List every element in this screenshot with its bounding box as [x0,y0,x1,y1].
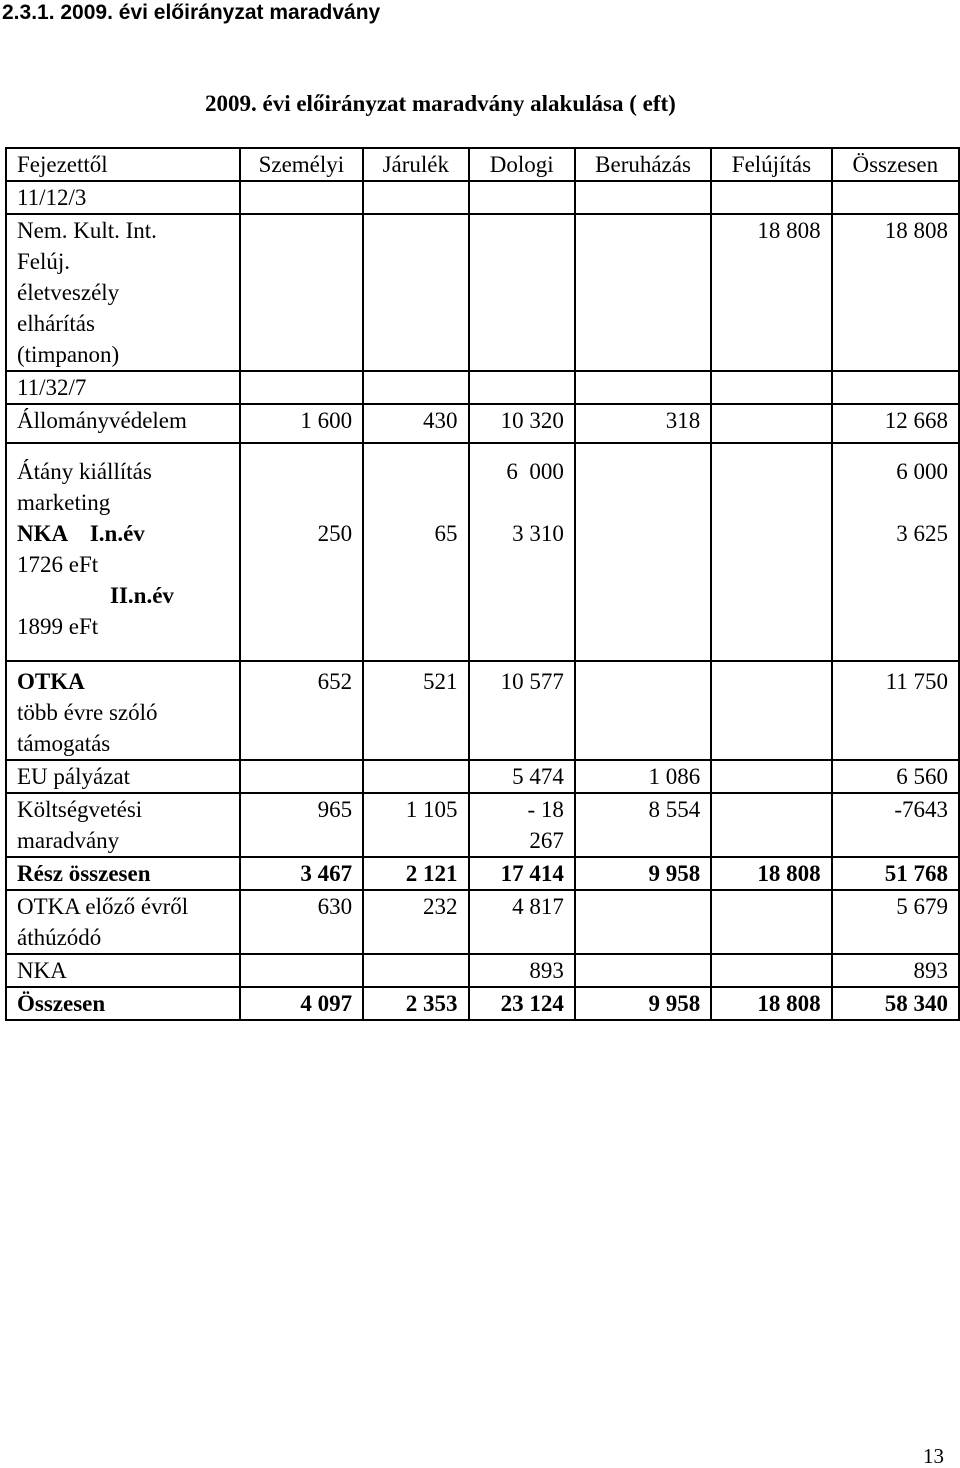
cell-osszesen: 58 340 [832,987,959,1020]
row-label: Nem. Kult. Int. Felúj. életveszély elhárítás (timpanon) [6,214,240,371]
cell-jarulek: 65 [363,443,468,661]
row-label: Rész összesen [6,857,240,890]
cell-beruhazas: 318 [575,404,711,443]
table-title: 2009. évi előirányzat maradvány alakulása ( eft) [205,91,676,116]
page-number: 13 [923,1444,944,1468]
table-row [6,181,959,214]
cell-szemelyi: 1 600 [240,404,363,443]
row-label: NKA [6,954,240,987]
cell-osszesen: 5 679 [832,890,959,954]
col-header-felujitas: Felújítás [711,148,831,181]
col-header-osszesen: Összesen [832,148,959,181]
cell-dologi: 5 474 [469,760,575,793]
table-row [6,793,959,857]
cell-osszesen: 18 808 [832,214,959,371]
cell-szemelyi: 652 [240,661,363,760]
table-row [6,371,959,404]
cell-osszesen: 12 668 [832,404,959,443]
table-header-row [6,148,959,181]
row-label: OTKA több évre szóló támogatás [6,661,240,760]
cell-dologi: 893 [469,954,575,987]
table-row [6,760,959,793]
cell-beruhazas: 8 554 [575,793,711,857]
cell-osszesen: 893 [832,954,959,987]
table-row [6,954,959,987]
cell-osszesen: 6 000 3 625 [832,443,959,661]
table-row [6,214,959,371]
row-label: 11/12/3 [6,181,240,214]
cell-felujitas: 18 808 [711,214,831,371]
cell-szemelyi: 3 467 [240,857,363,890]
table-row [6,890,959,954]
cell-dologi: 23 124 [469,987,575,1020]
col-header-szemelyi: Személyi [240,148,363,181]
row-label: Összesen [6,987,240,1020]
col-header-fejezet: Fejezettől [6,148,240,181]
cell-felujitas: 18 808 [711,987,831,1020]
cell-szemelyi: 965 [240,793,363,857]
row-label: Állományvédelem [6,404,240,443]
cell-osszesen: 11 750 [832,661,959,760]
cell-osszesen: -7643 [832,793,959,857]
cell-szemelyi: 630 [240,890,363,954]
cell-szemelyi: 250 [240,443,363,661]
cell-jarulek: 430 [363,404,468,443]
cell-dologi: 10 320 [469,404,575,443]
row-label: Költségvetési maradvány [6,793,240,857]
row-label: OTKA előző évről áthúzódó [6,890,240,954]
row-label: EU pályázat [6,760,240,793]
total-row [6,987,959,1020]
table-row [6,443,959,661]
row-label: 11/32/7 [6,371,240,404]
cell-dologi: 17 414 [469,857,575,890]
subtotal-row [6,857,959,890]
cell-dologi: - 18 267 [469,793,575,857]
budget-remainder-table [5,147,960,1021]
col-header-beruhazas: Beruházás [575,148,711,181]
cell-jarulek: 521 [363,661,468,760]
cell-jarulek: 2 121 [363,857,468,890]
cell-felujitas: 18 808 [711,857,831,890]
col-header-dologi: Dologi [469,148,575,181]
cell-beruhazas: 1 086 [575,760,711,793]
cell-osszesen: 51 768 [832,857,959,890]
table-row [6,404,959,443]
cell-jarulek: 1 105 [363,793,468,857]
cell-dologi: 10 577 [469,661,575,760]
cell-szemelyi: 4 097 [240,987,363,1020]
cell-dologi: 6 000 3 310 [469,443,575,661]
cell-beruhazas: 9 958 [575,987,711,1020]
cell-beruhazas: 9 958 [575,857,711,890]
cell-jarulek: 2 353 [363,987,468,1020]
cell-osszesen: 6 560 [832,760,959,793]
col-header-jarulek: Járulék [363,148,468,181]
table-row [6,661,959,760]
cell-dologi: 4 817 [469,890,575,954]
section-heading: 2.3.1. 2009. évi előirányzat maradvány [2,1,381,24]
row-label: Átány kiállítás marketing NKA I.n.év 1726 eFt II.n.év 1899 eFt [6,443,240,661]
cell-jarulek: 232 [363,890,468,954]
